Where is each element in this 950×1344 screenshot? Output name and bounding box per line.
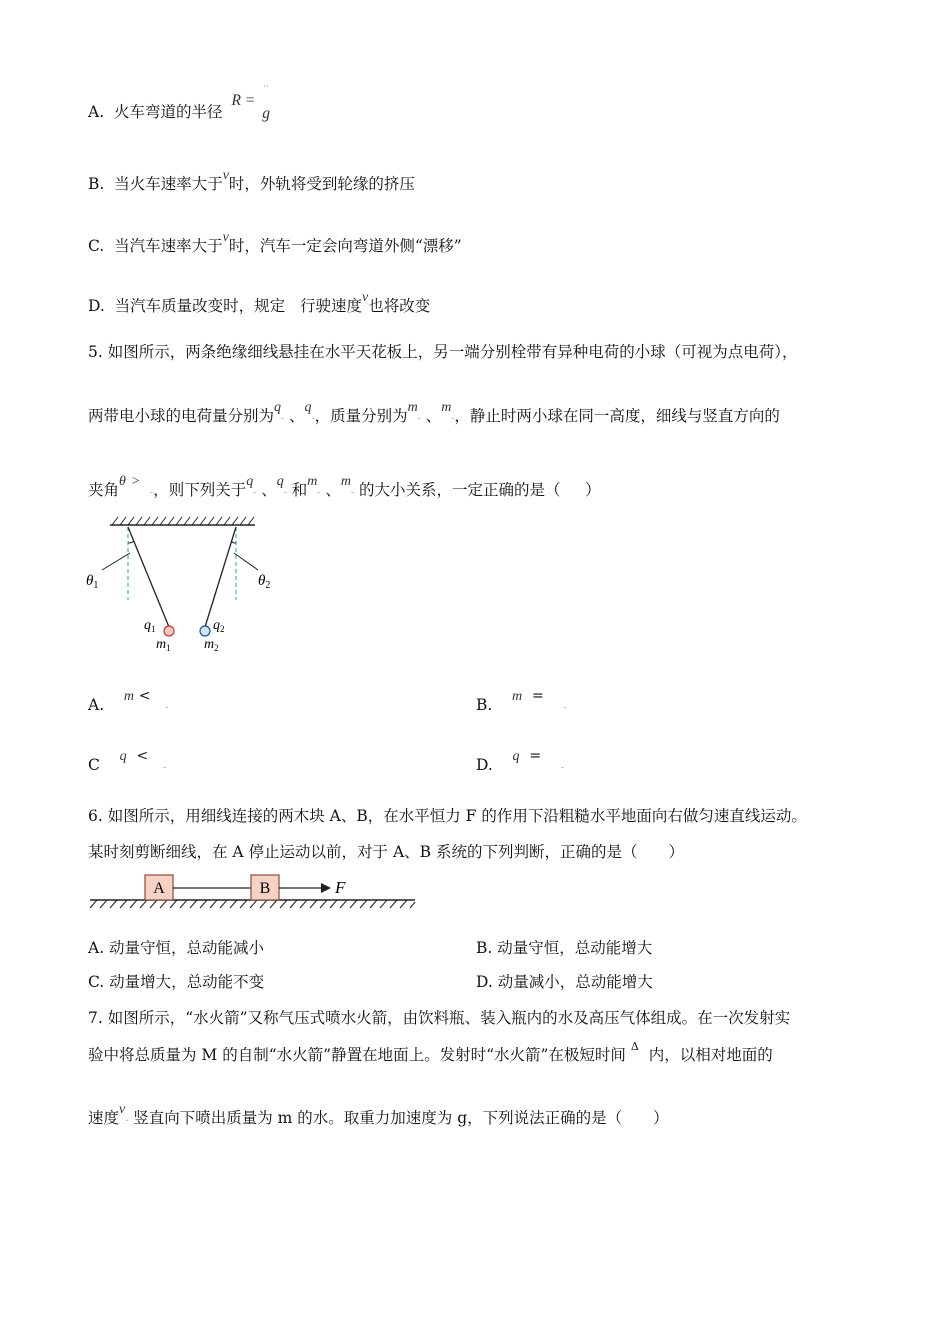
q5-option-a[interactable]: A. m < - [88,688,169,714]
option-text: 火车弯道的半径 [113,103,223,121]
ground-hatch [90,900,415,908]
separator: 、 [425,407,442,425]
option-text: 行驶速度 [299,297,362,315]
q5-stem-line1: 5. 如图所示，两条绝缘细线悬挂在水平天花板上，另一端分别栓带有异种电荷的小球（可视为点电荷）， [88,343,798,361]
option-text: 也将改变 [368,297,431,315]
option-operator: < [138,688,151,704]
option-operator: < [136,748,149,764]
velocity-symbol: v [222,230,229,245]
separator: 、 [289,407,305,425]
stem-text: 速度 [88,1109,120,1127]
stem-text: ，质量分别为 [314,407,408,425]
stem-text: ，则下列关于 [153,481,247,499]
option-label: A. [88,103,105,121]
formula-numerator: ·· [263,81,269,92]
option-text: 时，外轨将受到轮缘的挤压 [228,175,415,193]
option-label: B. [476,696,493,714]
stem-text: 的大小关系，一定正确的是（ [358,481,561,499]
stem-text: 验中将总质量为 M 的自制“水火箭”静置在地面上。发射时“水火箭”在极短时间 [88,1046,626,1064]
option-label: D. [476,756,493,774]
q7-stem-line2 [88,1040,773,1065]
stem-text: 和 [291,481,308,499]
q7-stem-line1: 7. 如图所示，“水火箭”又称气压式喷水火箭，由饮料瓶、装入瓶内的水及高压气体组成。在一次发射实 [88,1009,791,1027]
option-label: C. [88,237,105,255]
q2-label: $q_2$ [213,618,225,634]
option-var: q [119,749,127,764]
theta-symbol: θ [119,474,126,489]
separator: 、 [261,481,277,499]
option-text: 时，汽车一定会向弯道外侧“漂移” [228,237,462,255]
mass-m1: m [307,474,318,489]
stem-text: 夹角 [88,481,120,499]
angle-arc-left [128,541,134,543]
velocity-symbol: v [119,1102,126,1117]
q4-option-b[interactable] [88,168,415,194]
q6-stem-line1: 6. 如图所示，用细线连接的两木块 A、B，在水平恒力 F 的作用下沿粗糙水平地面向右做匀速直线运动。 [88,807,807,825]
stem-text: ） [585,481,601,499]
charge-q2: q [276,474,284,489]
ball-2 [200,626,210,636]
option-var: m [123,689,134,704]
force-label: F [335,878,346,897]
m2-label: $m_2$ [204,637,219,653]
q7-stem-line3: 速度v- 竖直向下喷出质量为 m 的水。取重力加速度为 g，下列说法正确的是（ ） [88,1102,669,1127]
formula-lhs: R = [231,92,256,109]
option-operator: = [529,748,542,764]
m1-label: $m_1$ [156,637,171,653]
theta2-leader [234,553,258,570]
delta-symbol: Δ [630,1040,639,1053]
mass-m1: m [407,400,418,415]
option-label: A. [88,696,105,714]
option-label: B. [88,175,105,193]
q5-stem-line2: 两带电小球的电荷量分别为q- 、q-，质量分别为m- 、m-，静止时两小球在同一高度，细线与竖直方向的 [88,400,780,425]
greater-than: > [130,474,141,489]
stem-text: 两带电小球的电荷量分别为 [88,407,275,425]
stem-text: ，静止时两小球在同一高度，细线与竖直方向的 [454,407,780,425]
force-arrow-head-icon [321,883,331,893]
q5-pendulum-figure [80,515,290,660]
theta1-label: $\theta_1$ [86,573,99,591]
charge-q1: q [274,400,282,415]
q4-option-c[interactable] [88,230,462,256]
option-text: 当汽车质量改变时，规定 [114,297,286,315]
q6-option-d[interactable]: D. 动量减小，总动能增大 [476,973,653,991]
charge-q1: q [246,474,254,489]
separator: 、 [325,481,341,499]
charge-q2: q [304,400,312,415]
q5-stem-line3: 夹角θ > -，则下列关于q- 、q- 和m- 、m- 的大小关系，一定正确的是（ ） [88,474,601,499]
q4-option-a[interactable] [88,81,270,125]
block-b-label: B [259,880,271,897]
q5-option-b[interactable]: B. m = - [476,688,567,714]
option-text: 当汽车速率大于 [114,237,223,255]
q5-option-c[interactable]: C q < - [88,748,167,774]
theta2-label: $\theta_2$ [258,573,271,591]
q6-stem-line2: 某时刻剪断细线，在 A 停止运动以前，对于 A、B 系统的下列判断，正确的是（ ） [88,843,684,861]
option-operator: = [532,688,544,704]
stem-text: 竖直向下喷出质量为 m 的水。取重力加速度为 g，下列说法正确的是（ ） [133,1109,669,1127]
q4-option-d[interactable] [88,290,431,316]
stem-text: 内，以相对地面的 [648,1046,773,1064]
q1-label: $q_1$ [144,618,156,634]
block-a-label: A [153,880,165,897]
ball-1 [164,626,174,636]
ceiling-hatch [112,517,254,525]
option-label: C [88,756,100,774]
string-left [128,527,169,627]
option-var: q [512,749,520,764]
option-label: D. [88,297,105,315]
q5-option-d[interactable]: D. q = - [476,748,564,774]
theta1-leader [102,553,130,570]
q6-blocks-figure [85,870,425,915]
mass-m2: m [340,474,351,489]
q6-option-c[interactable]: C. 动量增大，总动能不变 [88,973,265,991]
option-text: 当火车速率大于 [114,175,223,193]
velocity-symbol: v [361,290,369,305]
mass-m2: m [441,400,452,415]
option-var: m [512,689,523,704]
formula-denominator: g [262,104,270,122]
radius-formula [231,81,270,126]
q6-option-b[interactable]: B. 动量守恒，总动能增大 [476,939,653,957]
velocity-symbol: v [222,168,229,183]
q6-option-a[interactable]: A. 动量守恒，总动能减小 [88,939,265,957]
